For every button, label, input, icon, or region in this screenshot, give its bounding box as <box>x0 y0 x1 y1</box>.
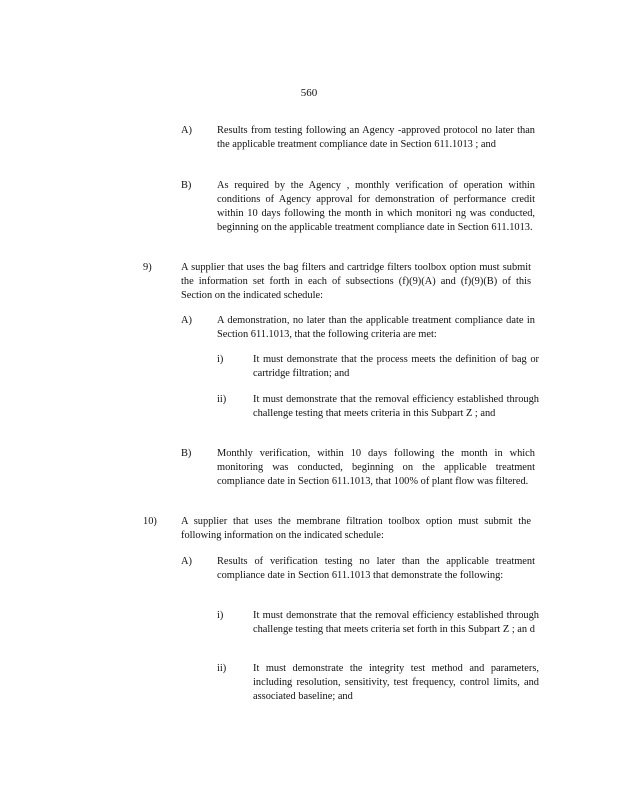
item-text: It must demonstrate the integrity test method and parameters, including resolution, sensitivity, test frequency, control limits, and associated baseline; and <box>253 663 539 702</box>
item-text: A supplier that uses the bag filters and cartridge filters toolbox option must submit the information set forth in each of subsections (f)(9)(A) and (f)(9)(B) of this Section on the indicated schedule: <box>181 262 531 301</box>
item-text: It must demonstrate that the process meets the definition of bag or cartridge filtration; and <box>253 354 539 379</box>
item-label: i) <box>217 610 224 621</box>
item-text: Monthly verification, within 10 days following the month in which monitoring was conducted, beginning on the applicable treatment compliance date in Section 611.1013, that 100% of plant flow was filtered. <box>217 448 535 487</box>
item-label: i) <box>217 354 224 365</box>
item-label: ii) <box>217 394 227 405</box>
item-label: 9) <box>143 262 152 273</box>
item-label: B) <box>181 448 192 459</box>
item-label: 10) <box>143 516 157 527</box>
item-text: As required by the Agency , monthly verification of operation within conditions of Agency approval for demonstration of performance credit within 10 days following the month in which monitori ng was conducted, beginning on the applicable treatment compliance date in Section 611.1013. <box>217 180 535 233</box>
item-text: A demonstration, no later than the applicable treatment compliance date in Section 611.1013, that the following criteria are met: <box>217 315 535 340</box>
item-text: It must demonstrate that the removal efficiency established through challenge testing that meets criteria in this Subpart Z ; and <box>253 394 539 419</box>
item-label: B) <box>181 180 192 191</box>
item-text: A supplier that uses the membrane filtration toolbox option must submit the following information on the indicated schedule: <box>181 516 531 541</box>
item-text: Results of verification testing no later than the applicable treatment compliance date in Section 611.1013 that demonstrate the following: <box>217 556 535 581</box>
page-number: 560 <box>300 87 318 99</box>
item-text: Results from testing following an Agency -approved protocol no later than the applicable treatment compliance date in Section 611.1013 ; and <box>217 125 535 150</box>
item-label: ii) <box>217 663 227 674</box>
item-label: A) <box>181 125 192 136</box>
item-text: It must demonstrate that the removal efficiency established through challenge testing that meets criteria set forth in this Subpart Z ; an d <box>253 610 539 635</box>
item-label: A) <box>181 556 192 567</box>
item-label: A) <box>181 315 192 326</box>
